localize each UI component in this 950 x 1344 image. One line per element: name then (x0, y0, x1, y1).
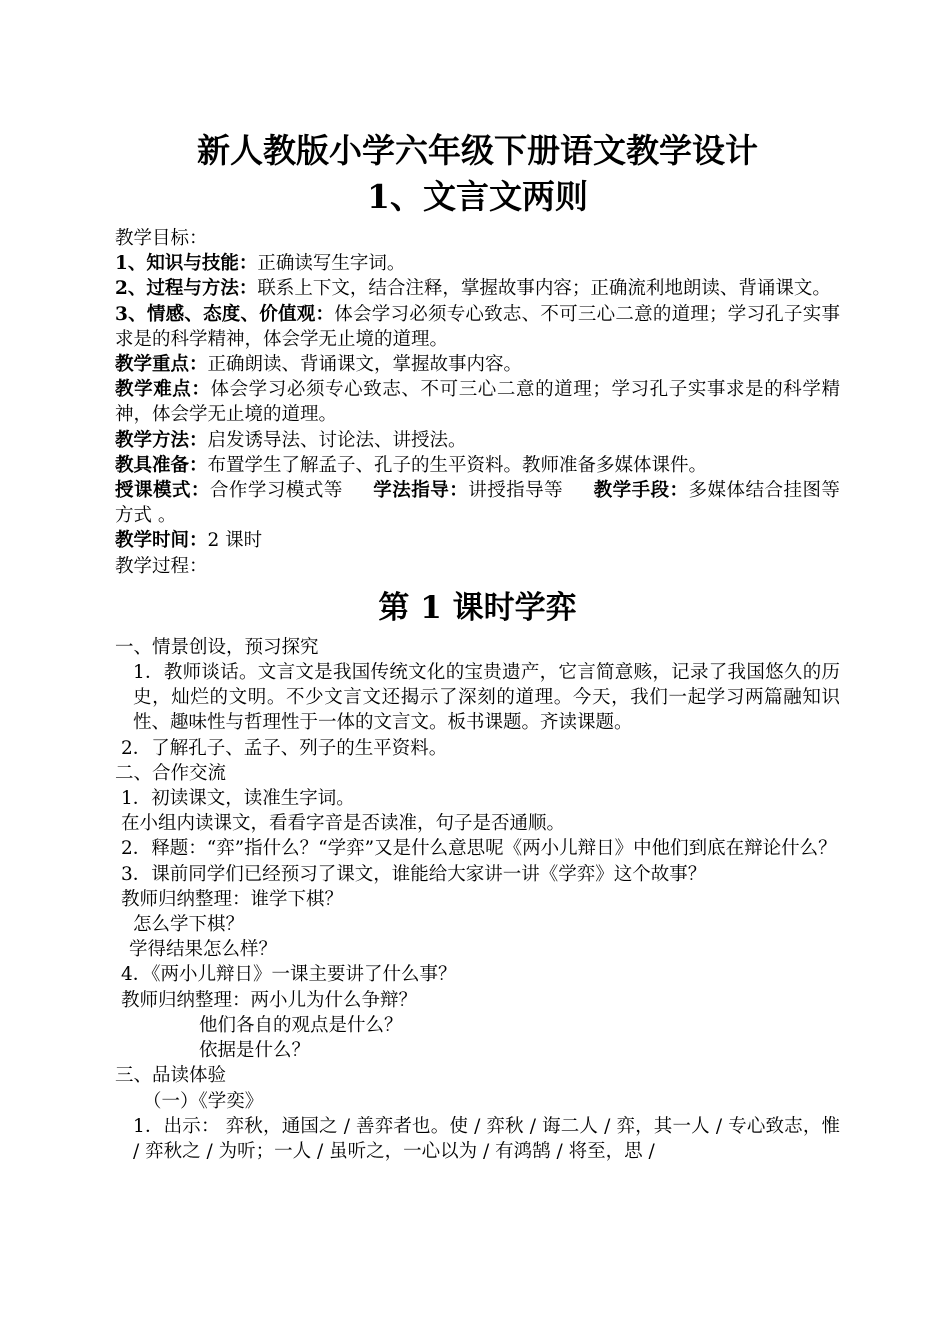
section-2-item-4-summary: 教师归纳整理：两小儿为什么争辩？ (121, 989, 418, 1011)
teaching-method (115, 428, 840, 453)
section-2-item-3-question-2: 怎么学下棋？ (133, 914, 245, 936)
teaching-prep-label: 教具准备： (115, 454, 208, 476)
section-1-paragraph-2: 2．了解孔子、孟子、列子的生平资料。 (121, 737, 448, 759)
goal-knowledge-text: 正确读写生字词。 (257, 253, 406, 275)
section-2-item-4-question-3: 依据是什么？ (199, 1040, 311, 1062)
section-3-paragraph-1: 1．出示： 弈秋，通国之 / 善弈者也。使 / 弈秋 / 诲二人 / 弈，其一人 / 专心致志，惟 / 弈秋之 / 为听；一人 / 虽听之，一心以为 / 有鸿鹄 / 将至，思 / (133, 1115, 840, 1162)
section-2-item-1: 1．初读课文，读准生字词。 (121, 788, 355, 810)
process-heading: 教学过程： (115, 555, 208, 577)
section-2-item-4-question-2: 他们各自的观点是什么？ (199, 1014, 403, 1036)
goals-heading: 教学目标： (115, 228, 208, 249)
section-1-paragraph-1: 1．教师谈话。文言文是我国传统文化的宝贵遗产，它言简意赅，记录了我国悠久的历史，灿烂的文明。不少文言文还揭示了深刻的道理。今天，我们一起学习两篇融知识性、趣味性与哲理性于一体的文言文。板书课题。齐读课题。 (133, 662, 840, 734)
teaching-means-text: 多媒体结合挂图等方式 。 (115, 480, 840, 527)
goal-values (115, 302, 840, 352)
key-point-text: 正确朗读、背诵课文，掌握故事内容。 (207, 354, 523, 376)
teaching-method-label: 教学方法： (115, 429, 208, 451)
document-page (115, 128, 840, 1164)
goal-process (115, 276, 840, 301)
study-guide-text: 讲授指导等 (468, 480, 564, 502)
teaching-means-label: 教学手段： (593, 480, 689, 502)
key-point-label: 教学重点： (115, 354, 208, 376)
teaching-method-text: 启发诱导法、讨论法、讲授法。 (207, 429, 467, 451)
document-title: 新人教版小学六年级下册语文教学设计 (197, 131, 758, 170)
section-1-heading: 一、情景创设，预习探究 (115, 636, 319, 658)
section-2-item-3-summary: 教师归纳整理：谁学下棋？ (121, 888, 344, 910)
document-subtitle: 1、文言文两则 (367, 177, 588, 216)
section-2-item-3: 3．课前同学们已经预习了课文，谁能给大家讲一讲《学弈》这个故事？ (121, 863, 707, 885)
teaching-time-label: 教学时间： (115, 530, 208, 552)
goal-process-text: 联系上下文，结合注释，掌握故事内容；正确流利地朗读、背诵课文。 (257, 278, 831, 300)
goal-knowledge-label: 1、知识与技能： (115, 253, 258, 275)
goal-values-label: 3、情感、态度、价值观： (115, 303, 335, 325)
difficult-point-label: 教学难点： (115, 379, 211, 401)
study-guide-label: 学法指导： (372, 480, 469, 502)
section-2-heading: 二、合作交流 (115, 762, 227, 784)
section-3-heading: 三、品读体验 (115, 1065, 227, 1087)
section-2-item-2: 2．释题：“弈”指什么？“学弈”又是什么意思呢《两小儿辩日》中他们到底在辩论什么？ (121, 838, 837, 860)
goal-knowledge (115, 251, 840, 276)
section-2-item-4: 4．《两小儿辩日》一课主要讲了什么事？ (121, 964, 457, 986)
teaching-time (115, 528, 840, 553)
key-point (115, 352, 840, 377)
difficult-point-text: 体会学习必须专心致志、不可三心二意的道理；学习孔子实事求是的科学精神，体会学无止境的道理。 (115, 379, 840, 426)
difficult-point (115, 377, 840, 427)
teaching-mode-label: 授课模式： (115, 480, 210, 502)
section-2-item-3-question-3: 学得结果怎么样？ (129, 939, 278, 961)
goal-process-label: 2、过程与方法： (115, 278, 258, 300)
teaching-mode-text: 合作学习模式等 (209, 480, 343, 502)
section-2-item-1-detail: 在小组内读课文，看看字音是否读准，句子是否通顺。 (121, 813, 566, 835)
teaching-time-text: 2 课时 (207, 530, 263, 552)
lesson-title: 第 1 课时学弈 (378, 589, 577, 626)
section-3-subheading: （一）《学奕》 (143, 1090, 264, 1112)
goal-values-text: 体会学习必须专心致志、不可三心二意的道理；学习孔子实事求是的科学精神，体会学无止境的道理。 (115, 303, 840, 350)
teaching-mode (115, 478, 840, 528)
teaching-prep (115, 453, 840, 478)
teaching-prep-text: 布置学生了解孟子、孔子的生平资料。教师准备多媒体课件。 (207, 454, 708, 476)
